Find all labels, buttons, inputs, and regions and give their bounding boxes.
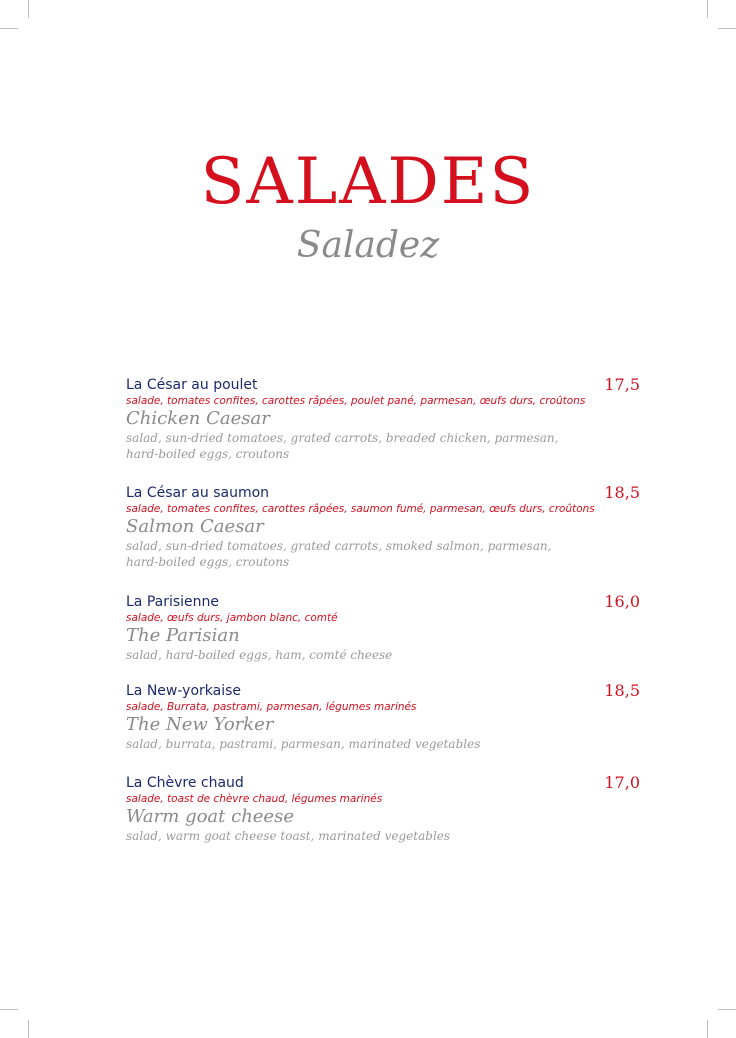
crop-mark-bottom-right-h [718,1009,736,1010]
page-subtitle: Saladez [296,225,440,266]
item-description-en: salad, burrata, pastrami, parmesan, marinated vegetables [126,737,481,751]
item-name: La Parisienne [126,594,220,610]
item-description-en: salad, sun-dried tomatoes, grated carrots, breaded chicken, parmesan, hard-boiled eggs, croutons [126,431,559,461]
item-description-fr: salade, toast de chèvre chaud, légumes marinés [126,793,383,805]
item-name: La New-yorkaise [126,683,242,699]
page-title: SALADES [200,145,536,219]
crop-mark-top-left-h [0,28,18,29]
item-name: La César au poulet [126,377,258,393]
crop-mark-top-right-v [707,0,708,18]
item-price: 18,5 [604,681,640,700]
item-name-en: Warm goat cheese [126,806,294,827]
item-name: La Chèvre chaud [126,775,244,791]
item-description-en: salad, hard-boiled eggs, ham, comté cheese [126,648,393,662]
item-price: 17,0 [604,773,640,792]
item-name-en: Chicken Caesar [126,408,270,429]
crop-mark-bottom-left-v [28,1020,29,1038]
crop-mark-bottom-left-h [0,1009,18,1010]
item-price: 18,5 [604,483,640,502]
item-name: La César au saumon [126,485,270,501]
item-description-fr: salade, tomates confites, carottes râpées, saumon fumé, parmesan, œufs durs, croûtons [126,503,595,515]
item-price: 16,0 [604,592,640,611]
item-description-en: salad, warm goat cheese toast, marinated vegetables [126,829,451,843]
menu-item [126,775,640,844]
crop-mark-top-left-v [28,0,29,18]
item-name-en: The New Yorker [126,714,274,735]
item-description-en: salad, sun-dried tomatoes, grated carrots, smoked salmon, parmesan, hard-boiled eggs, croutons [126,539,552,569]
menu-item [126,377,640,462]
item-name-en: The Parisian [126,625,240,646]
item-description-fr: salade, Burrata, pastrami, parmesan, légumes marinés [126,701,417,713]
crop-mark-top-right-h [718,28,736,29]
item-description-fr: salade, tomates confites, carottes râpées, poulet pané, parmesan, œufs durs, croûtons [126,395,586,407]
item-price: 17,5 [604,375,640,394]
menu-item [126,683,640,752]
item-name-en: Salmon Caesar [126,516,264,537]
menu-item [126,594,640,663]
item-description-fr: salade, œufs durs, jambon blanc, comté [126,612,338,624]
menu-item [126,485,640,570]
crop-mark-bottom-right-v [707,1020,708,1038]
